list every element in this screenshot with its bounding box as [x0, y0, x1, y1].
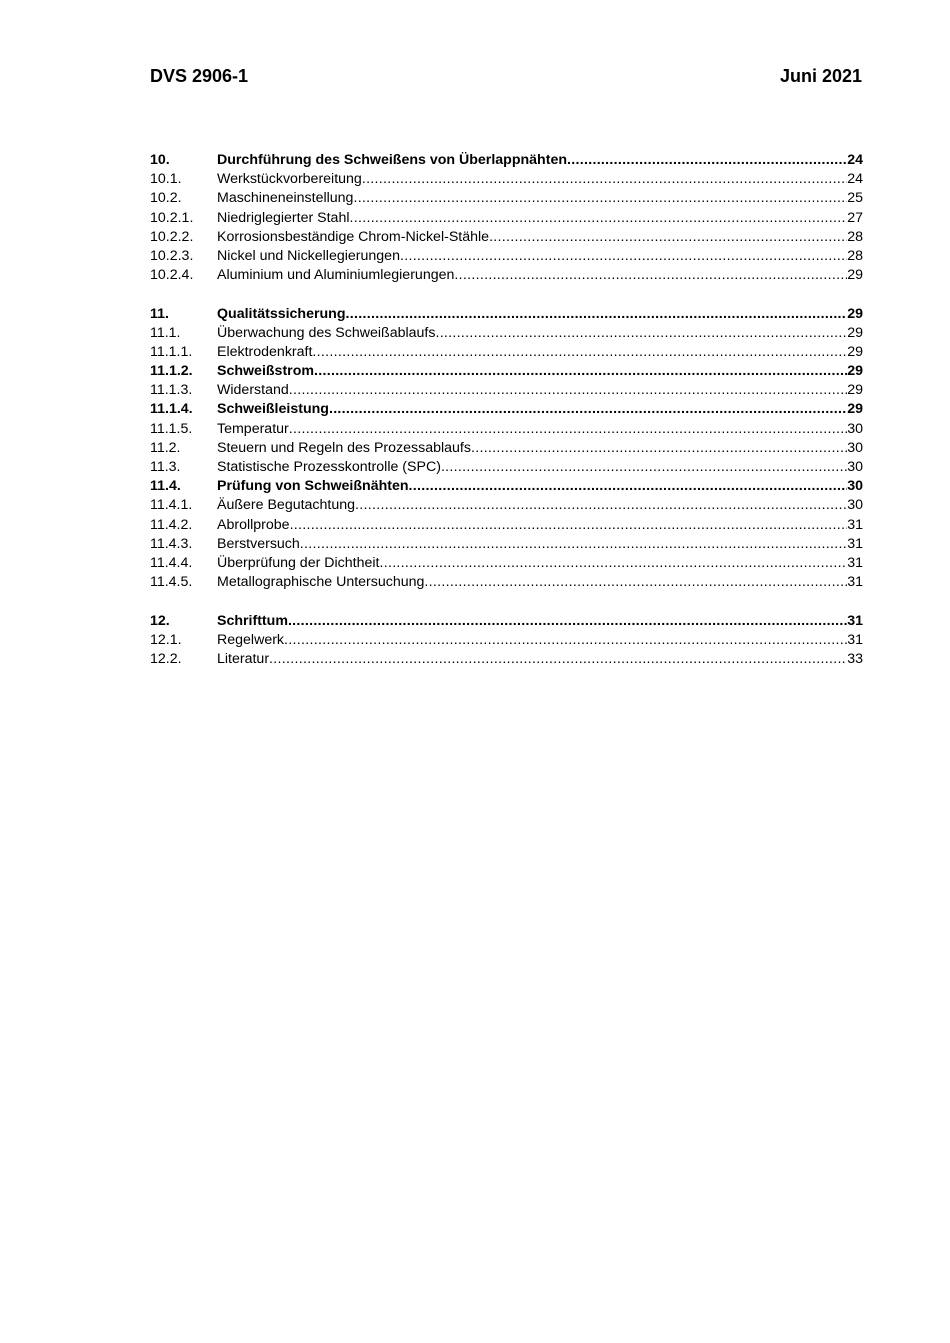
- toc-entry-page: 29: [847, 267, 863, 284]
- toc-entry-page: 25: [847, 190, 863, 207]
- toc-entry[interactable]: [150, 573, 863, 592]
- toc-entry-page: 33: [847, 650, 863, 667]
- dot-leader: [355, 496, 847, 515]
- dot-leader: [346, 305, 848, 324]
- toc-entry[interactable]: [150, 400, 863, 419]
- toc-entry-title: Schweißstrom: [217, 363, 314, 380]
- dot-leader: [409, 477, 848, 496]
- toc-entry-number: 11.4.4.: [150, 554, 193, 571]
- toc-entry-page: 28: [847, 247, 863, 264]
- dot-leader: [314, 362, 847, 381]
- toc-entry-page: 29: [847, 401, 863, 418]
- toc-entry-title: Nickel und Nickellegierungen: [217, 247, 400, 264]
- toc-entry[interactable]: [150, 631, 863, 650]
- toc-entry-page: 30: [847, 478, 863, 495]
- toc-entry-number: 10.1.: [150, 171, 182, 188]
- toc-entry-number: 11.4.5.: [150, 574, 193, 591]
- dot-leader: [288, 612, 847, 631]
- toc-entry-title: Elektrodenkraft: [217, 343, 313, 360]
- toc-entry-title-wrap: [217, 266, 847, 285]
- dot-leader: [424, 573, 847, 592]
- toc-entry[interactable]: [150, 305, 863, 324]
- toc-entry-page: 29: [847, 324, 863, 341]
- toc-entry[interactable]: [150, 612, 863, 631]
- toc-entry-title-wrap: [217, 362, 847, 381]
- toc-entry-page: 31: [847, 631, 863, 648]
- toc-entry-number: 11.4.1.: [150, 497, 193, 514]
- toc-section: [150, 612, 863, 670]
- toc-entry-title-wrap: [217, 554, 847, 573]
- toc-entry[interactable]: [150, 420, 863, 439]
- toc-entry[interactable]: [150, 247, 863, 266]
- toc-section: [150, 151, 863, 285]
- toc-entry[interactable]: [150, 516, 863, 535]
- toc-entry-number: 11.1.2.: [150, 363, 193, 380]
- toc-entry-title: Schweißleistung: [217, 401, 329, 418]
- toc-entry-title: Prüfung von Schweißnähten: [217, 478, 409, 495]
- toc-entry-title: Qualitätssicherung: [217, 305, 346, 322]
- toc-entry-title-wrap: [217, 305, 847, 324]
- toc-entry-page: 30: [847, 420, 863, 437]
- toc-entry-page: 30: [847, 497, 863, 514]
- dot-leader: [471, 439, 847, 458]
- dot-leader: [300, 535, 847, 554]
- toc-entry-title: Abrollprobe: [217, 516, 290, 533]
- toc-entry-title: Regelwerk: [217, 631, 285, 648]
- dot-leader: [349, 209, 847, 228]
- toc-entry-title: Werkstückvorbereitung: [217, 171, 362, 188]
- toc-entry[interactable]: [150, 458, 863, 477]
- toc-entry-title: Literatur: [217, 650, 270, 667]
- toc-entry-title-wrap: [217, 343, 847, 362]
- toc-entry-title-wrap: [217, 151, 847, 170]
- dot-leader: [284, 631, 847, 650]
- toc-entry-number: 11.1.3.: [150, 382, 193, 399]
- toc-entry-title-wrap: [217, 496, 847, 515]
- toc-entry-title: Durchführung des Schweißens von Überlappnähten: [217, 152, 567, 168]
- toc-entry[interactable]: [150, 228, 863, 247]
- toc-entry-number: 11.4.: [150, 478, 181, 495]
- toc-entry-title: Niedriglegierter Stahl: [217, 209, 350, 226]
- dot-leader: [567, 151, 847, 170]
- dot-leader: [362, 170, 847, 189]
- toc-entry-page: 31: [847, 535, 863, 552]
- toc-entry-page: 31: [847, 516, 863, 533]
- toc-entry-title-wrap: [217, 650, 847, 669]
- toc-entry-title-wrap: [217, 189, 847, 208]
- toc-entry-page: 29: [847, 382, 863, 399]
- toc-entry-title-wrap: [217, 535, 847, 554]
- toc-entry-page: 27: [847, 209, 863, 226]
- toc-entry-number: 10.2.4.: [150, 267, 194, 284]
- toc-entry-title: Überprüfung der Dichtheit: [217, 554, 380, 571]
- dot-leader: [489, 228, 847, 247]
- toc-entry-page: 28: [847, 228, 863, 245]
- dot-leader: [290, 516, 848, 535]
- toc-entry[interactable]: [150, 151, 863, 170]
- toc-entry-number: 11.1.1.: [150, 343, 193, 360]
- toc-entry[interactable]: [150, 324, 863, 343]
- toc-entry[interactable]: [150, 381, 863, 400]
- toc-entry-title: Überwachung des Schweißablaufs: [217, 324, 436, 341]
- toc-entry-number: 11.1.4.: [150, 401, 193, 418]
- toc-entry-number: 11.2.: [150, 439, 181, 456]
- toc-entry-number: 12.2.: [150, 650, 182, 667]
- toc-entry-title-wrap: [217, 381, 847, 400]
- toc-entry-title: Steuern und Regeln des Prozessablaufs: [217, 439, 471, 456]
- toc-entry-page: 31: [847, 554, 863, 571]
- toc-entry-title-wrap: [217, 573, 847, 592]
- toc-entry-title-wrap: [217, 612, 847, 631]
- toc-entry-number: 11.4.3.: [150, 535, 193, 552]
- toc-entry-page: 30: [847, 459, 863, 475]
- toc-entry[interactable]: [150, 554, 863, 573]
- dot-leader: [269, 650, 847, 669]
- toc-entry-number: 10.2.1.: [150, 209, 194, 226]
- toc-entry-title-wrap: [217, 458, 847, 477]
- table-of-contents: [150, 151, 863, 688]
- dot-leader: [353, 189, 847, 208]
- toc-entry-title-wrap: [217, 228, 847, 247]
- dot-leader: [435, 324, 847, 343]
- toc-entry-title-wrap: [217, 324, 847, 343]
- toc-entry-title: Äußere Begutachtung: [217, 497, 356, 514]
- toc-entry[interactable]: [150, 535, 863, 554]
- toc-entry-number: 11.1.: [150, 324, 181, 341]
- toc-entry-page: 24: [847, 171, 863, 188]
- toc-entry-title-wrap: [217, 631, 847, 650]
- dot-leader: [454, 266, 847, 285]
- toc-entry-title-wrap: [217, 170, 847, 189]
- toc-entry-title: Metallographische Untersuchung: [217, 574, 425, 591]
- document-id: DVS 2906-1: [150, 66, 249, 86]
- toc-entry-title: Korrosionsbeständige Chrom-Nickel-Stähle: [217, 228, 490, 245]
- toc-entry-title: Temperatur: [217, 420, 289, 437]
- toc-entry-number: 10.2.: [150, 190, 182, 207]
- dot-leader: [400, 247, 847, 266]
- toc-entry-page: 31: [847, 574, 863, 591]
- toc-entry[interactable]: [150, 650, 863, 669]
- toc-entry-number: 10.2.2.: [150, 228, 194, 245]
- toc-entry-title: Berstversuch: [217, 535, 300, 552]
- toc-entry-title: Aluminium und Aluminiumlegierungen: [217, 267, 455, 284]
- toc-entry-number: 10.2.3.: [150, 247, 194, 264]
- toc-entry-title: Widerstand: [217, 382, 289, 399]
- toc-entry-title-wrap: [217, 247, 847, 266]
- dot-leader: [441, 458, 847, 477]
- toc-entry[interactable]: [150, 496, 863, 515]
- toc-entry-title: Maschineneinstellung: [217, 190, 354, 207]
- dot-leader: [289, 420, 847, 439]
- toc-entry[interactable]: [150, 343, 863, 362]
- toc-entry-number: 12.1.: [150, 631, 182, 648]
- dot-leader: [329, 400, 847, 419]
- toc-entry-title-wrap: [217, 420, 847, 439]
- toc-entry[interactable]: [150, 266, 863, 285]
- toc-entry-page: 29: [847, 363, 863, 380]
- toc-entry[interactable]: [150, 362, 863, 381]
- page-header: [150, 66, 862, 90]
- toc-entry[interactable]: [150, 477, 863, 496]
- toc-entry[interactable]: [150, 170, 863, 189]
- toc-entry-title-wrap: [217, 209, 847, 228]
- toc-entry[interactable]: [150, 209, 863, 228]
- toc-entry-title: Schrifttum: [217, 612, 288, 629]
- toc-entry[interactable]: [150, 189, 863, 208]
- dot-leader: [312, 343, 847, 362]
- toc-section: [150, 305, 863, 593]
- toc-entry-number: 11.1.5.: [150, 420, 193, 437]
- toc-entry-number: 11.: [150, 305, 169, 322]
- toc-entry-page: 29: [847, 305, 863, 322]
- dot-leader: [379, 554, 847, 573]
- toc-entry-title-wrap: [217, 516, 847, 535]
- toc-entry-page: 30: [847, 439, 863, 456]
- toc-entry-title-wrap: [217, 477, 847, 496]
- document-date: Juni 2021: [779, 66, 862, 86]
- toc-entry-page: 24: [847, 152, 863, 168]
- toc-entry-page: 31: [847, 612, 863, 629]
- toc-entry-number: 11.4.2.: [150, 516, 193, 533]
- toc-entry-number: 12.: [150, 612, 170, 629]
- dot-leader: [289, 381, 847, 400]
- toc-entry-title-wrap: [217, 400, 847, 419]
- toc-entry-title: Statistische Prozesskontrolle (SPC): [217, 459, 441, 475]
- toc-entry[interactable]: [150, 439, 863, 458]
- toc-entry-number: 10.: [150, 152, 170, 168]
- toc-entry-title-wrap: [217, 439, 847, 458]
- toc-entry-page: 29: [847, 343, 863, 360]
- toc-entry-number: 11.3.: [150, 459, 181, 475]
